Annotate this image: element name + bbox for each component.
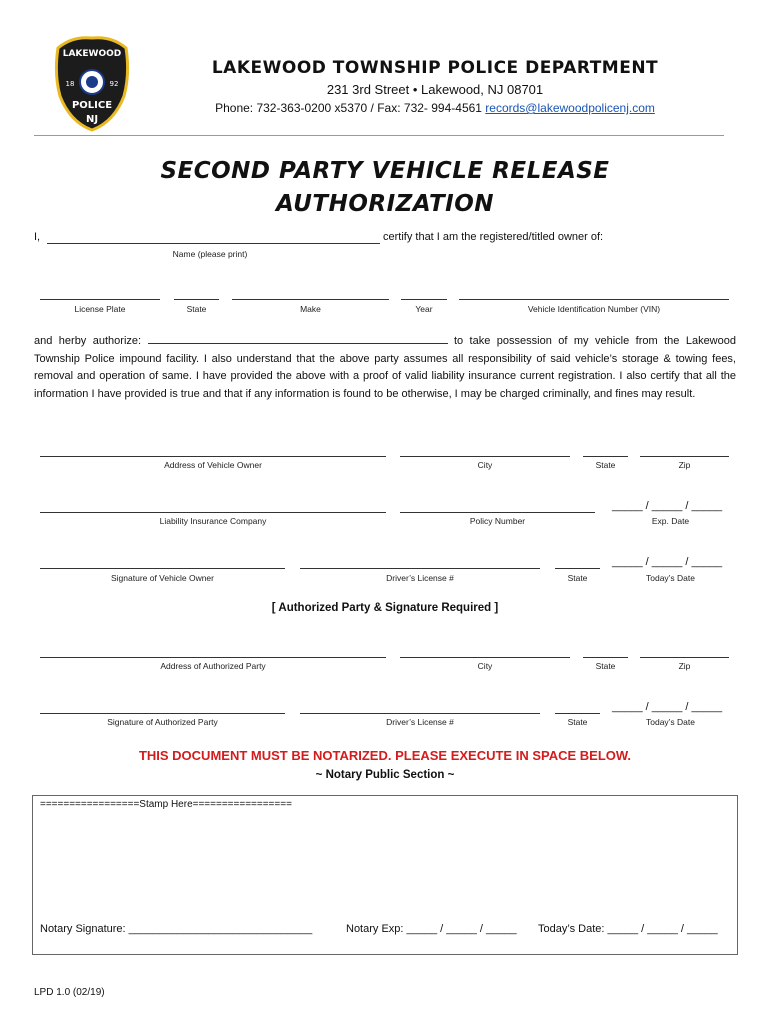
notary-exp-field[interactable]: Notary Exp: _____ / _____ / _____: [346, 923, 517, 935]
owner-city-field[interactable]: [400, 456, 570, 457]
notary-section-title: ~ Notary Public Section ~: [315, 769, 455, 781]
authorized-date-label: Today’s Date: [646, 717, 695, 727]
owner-signature-field[interactable]: [40, 568, 285, 569]
plate-state-field[interactable]: [174, 299, 219, 300]
authorized-state-field[interactable]: [583, 657, 628, 658]
make-field[interactable]: [232, 299, 389, 300]
authorized-license-field[interactable]: [300, 713, 540, 714]
department-name: LAKEWOOD TOWNSHIP POLICE DEPARTMENT: [211, 58, 659, 78]
authorized-signature-field[interactable]: [40, 713, 285, 714]
owner-state-field[interactable]: [583, 456, 628, 457]
year-label: Year: [415, 304, 433, 314]
form-title-line1: SECOND PARTY VEHICLE RELEASE: [160, 158, 610, 184]
paragraph-start: and herby authorize:: [34, 335, 148, 347]
year-field[interactable]: [401, 299, 447, 300]
authorized-zip-label: Zip: [678, 661, 691, 671]
exp-date-label: Exp. Date: [651, 516, 690, 526]
owner-signature-label: Signature of Vehicle Owner: [110, 573, 214, 583]
owner-name-label: Name (please print): [172, 249, 248, 259]
owner-prefix: I,: [34, 231, 41, 243]
notarize-notice: THIS DOCUMENT MUST BE NOTARIZED. PLEASE EXECUTE IN SPACE BELOW.: [138, 748, 632, 763]
badge-year-right: 92: [109, 80, 119, 88]
owner-city-label: City: [477, 460, 493, 470]
license-plate-label: License Plate: [74, 304, 126, 314]
owner-name-field[interactable]: [47, 243, 380, 244]
license-plate-field[interactable]: [40, 299, 160, 300]
owner-certify-text: certify that I am the registered/titled owner of:: [383, 231, 604, 243]
authorization-paragraph: [34, 333, 736, 403]
vin-field[interactable]: [459, 299, 729, 300]
authorized-license-state-label: State: [567, 717, 588, 727]
owner-license-state-field[interactable]: [555, 568, 600, 569]
authorized-signature-label: Signature of Authorized Party: [107, 717, 218, 727]
vin-label: Vehicle Identification Number (VIN): [527, 304, 661, 314]
badge-year-left: 18: [65, 80, 75, 88]
authorized-party-title: [ Authorized Party & Signature Required ]: [271, 602, 499, 614]
plate-state-label: State: [186, 304, 207, 314]
authorized-state-label: State: [595, 661, 616, 671]
header-divider: [34, 135, 724, 136]
notary-signature-field[interactable]: Notary Signature: ______________________________: [40, 923, 313, 935]
owner-zip-label: Zip: [678, 460, 691, 470]
owner-address-label: Address of Vehicle Owner: [164, 460, 262, 470]
policy-number-label: Policy Number: [469, 516, 526, 526]
owner-license-label: Driver’s License #: [386, 573, 454, 583]
badge-bottom-text: NJ: [85, 114, 99, 125]
insurance-company-field[interactable]: [40, 512, 386, 513]
badge-middle-text: POLICE: [71, 100, 113, 111]
insurance-company-label: Liability Insurance Company: [159, 516, 267, 526]
owner-zip-field[interactable]: [640, 456, 729, 457]
badge-top-text: LAKEWOOD: [62, 49, 122, 59]
owner-state-label: State: [595, 460, 616, 470]
authorized-city-field[interactable]: [400, 657, 570, 658]
owner-address-field[interactable]: [40, 456, 386, 457]
authorized-license-label: Driver’s License #: [386, 717, 454, 727]
authorized-zip-field[interactable]: [640, 657, 729, 658]
stamp-area-label: =================Stamp Here=================: [40, 799, 292, 810]
form-footer-code: LPD 1.0 (02/19): [34, 987, 105, 998]
department-address: 231 3rd Street • Lakewood, NJ 08701: [326, 82, 544, 97]
authorized-city-label: City: [477, 661, 493, 671]
authorized-address-label: Address of Authorized Party: [160, 661, 266, 671]
paragraph-rest: to take possession of my vehicle from the Lakewood Township Police impound facility. I also understand that the above party assumes all responsibility of said vehicle’s storage & towing fees, removal and operation of same. I have provided the above with a proof of valid liability insurance current registration. I also certify that all the information I have provided is true and that if any information is found to be otherwise, I may be charged criminally, and fines may result.: [34, 335, 736, 400]
make-label: Make: [300, 304, 321, 314]
department-contact: [0, 101, 770, 115]
owner-date-label: Today’s Date: [646, 573, 695, 583]
exp-date-field[interactable]: _____ / _____ / _____: [612, 500, 723, 512]
email-link[interactable]: records@lakewoodpolicenj.com: [485, 101, 655, 115]
policy-number-field[interactable]: [400, 512, 595, 513]
phone-fax-text: Phone: 732-363-0200 x5370 / Fax: 732- 994-4561: [215, 101, 486, 115]
owner-date-field[interactable]: _____ / _____ / _____: [612, 556, 723, 568]
authorized-license-state-field[interactable]: [555, 713, 600, 714]
owner-license-field[interactable]: [300, 568, 540, 569]
form-title-line2: AUTHORIZATION: [275, 191, 495, 217]
authorized-party-name-field[interactable]: [148, 333, 448, 344]
authorized-date-field[interactable]: _____ / _____ / _____: [612, 701, 723, 713]
owner-license-state-label: State: [567, 573, 588, 583]
notary-date-field[interactable]: Today’s Date: _____ / _____ / _____: [538, 923, 718, 935]
authorized-address-field[interactable]: [40, 657, 386, 658]
